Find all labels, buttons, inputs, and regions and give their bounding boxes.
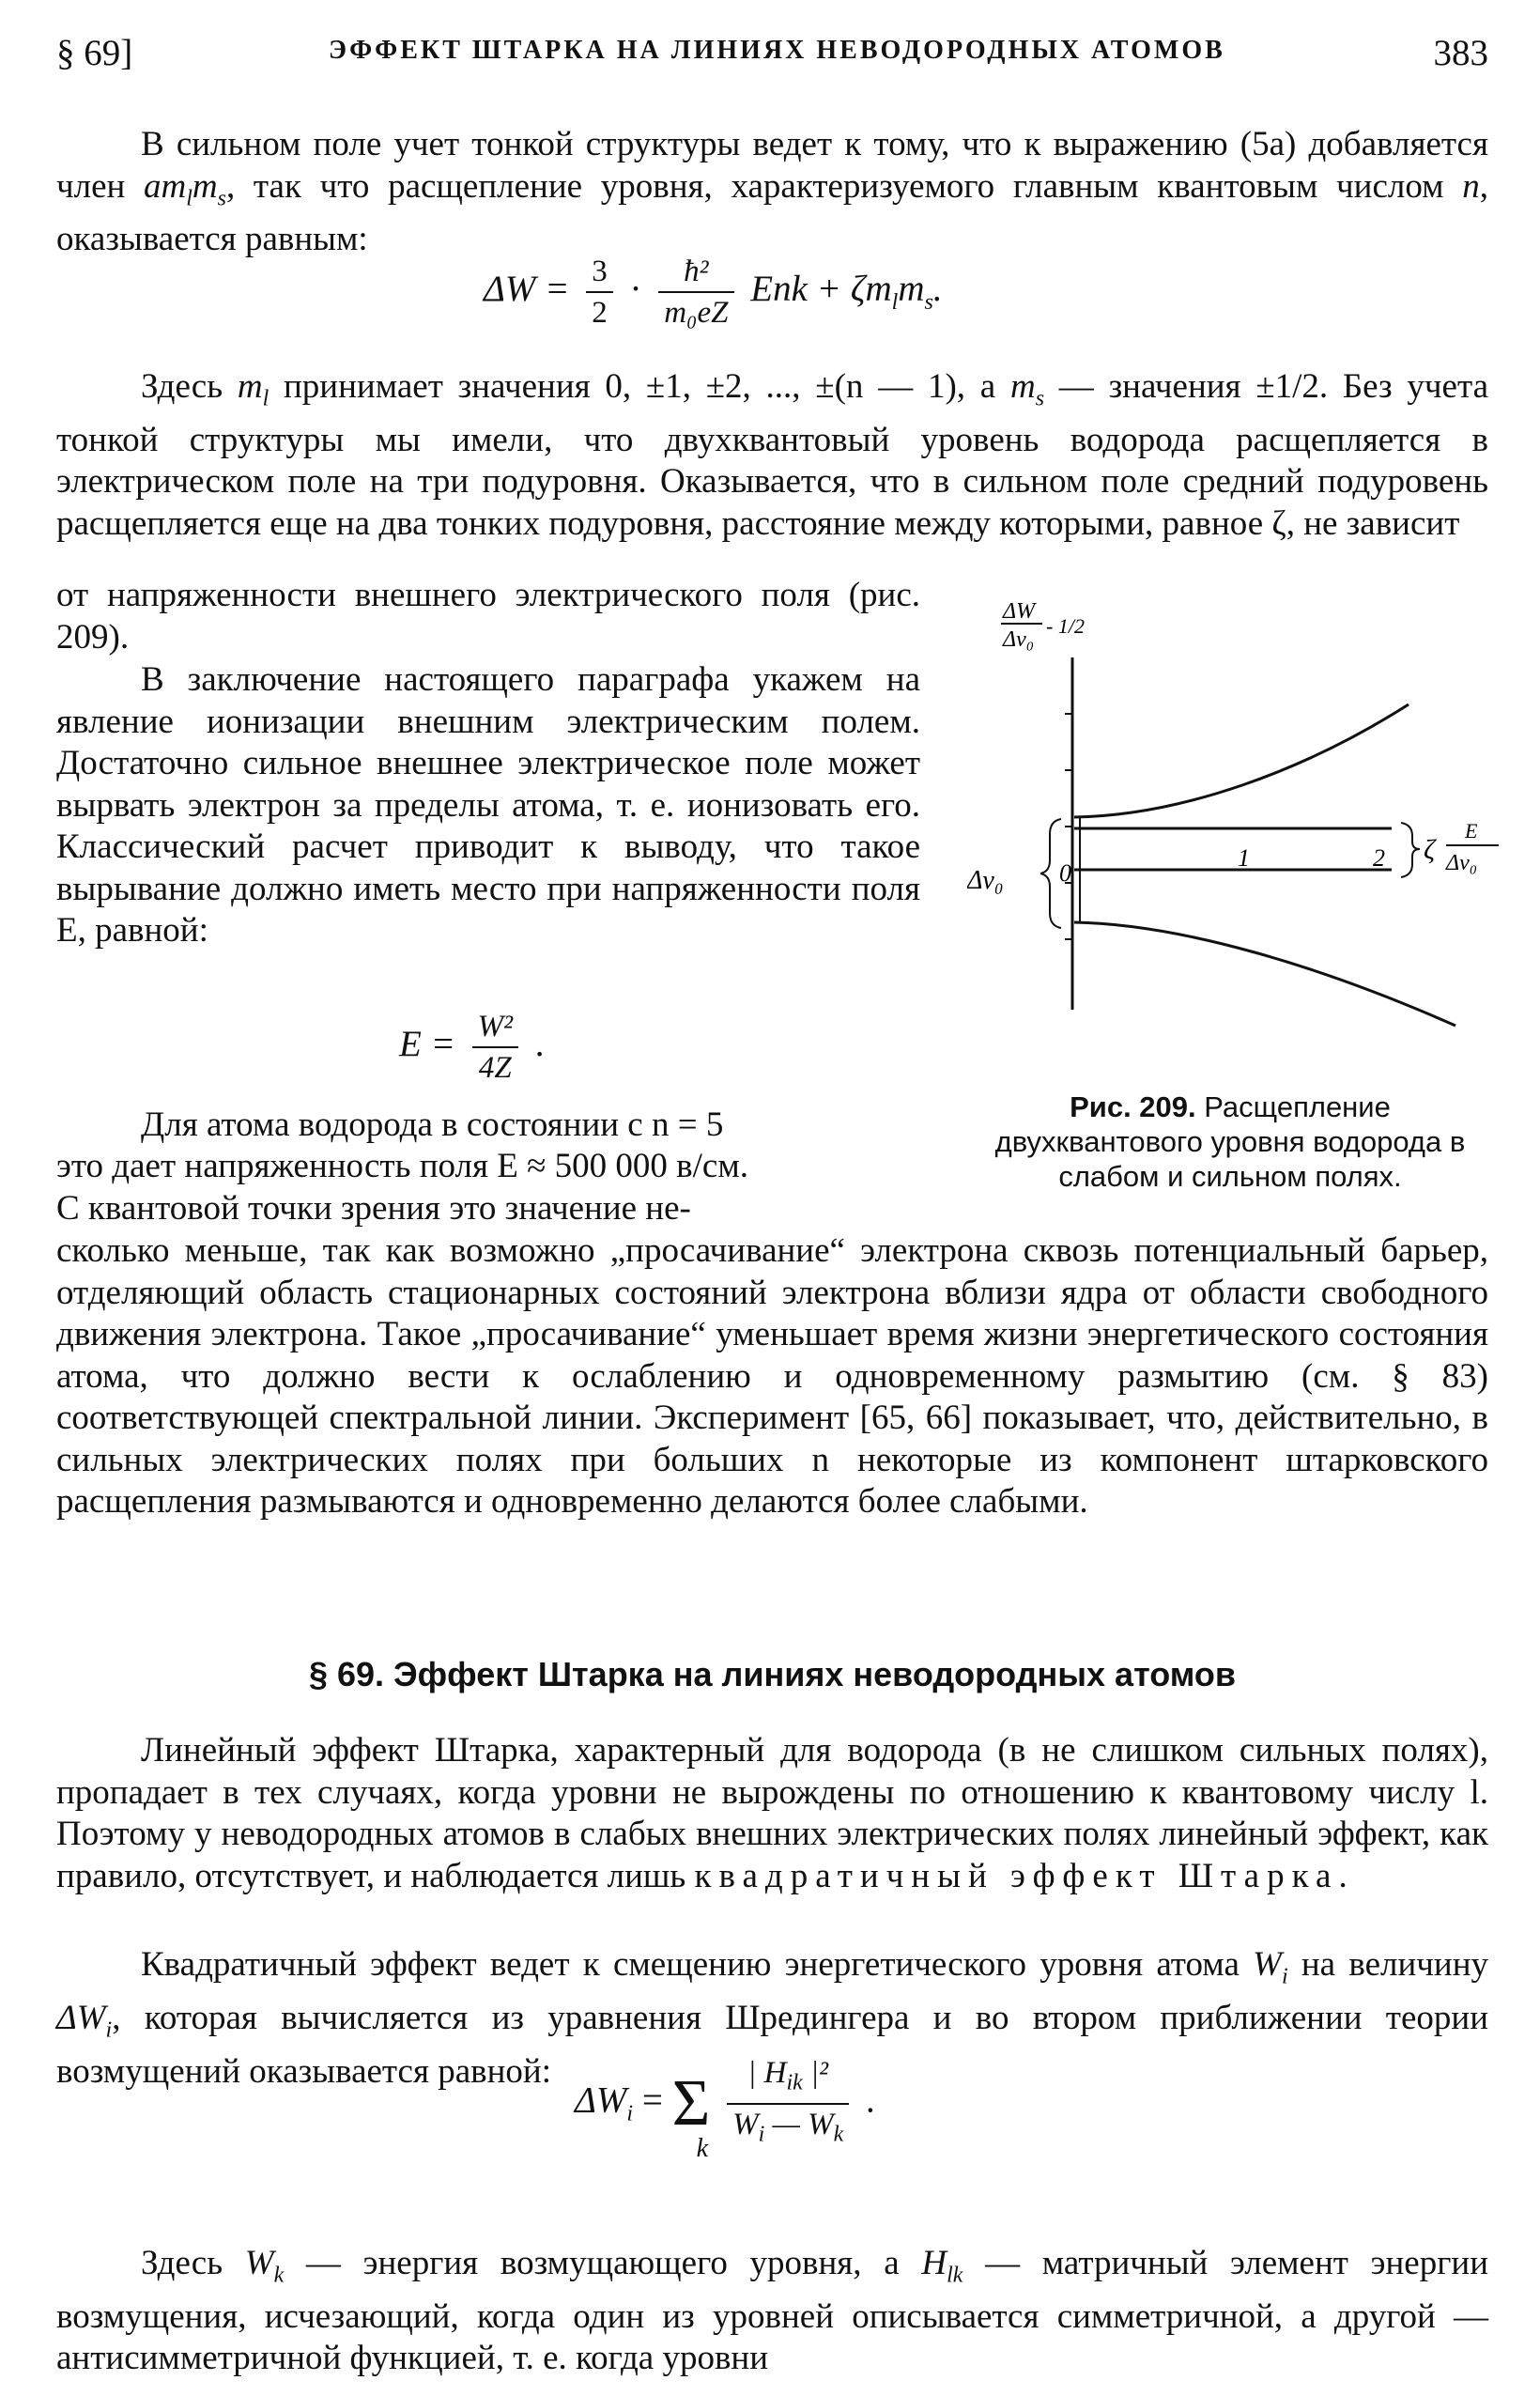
para7-text-c: — матричный элемент энергии возмущения, исчезающий, когда один из уровней описывается симметричной, а другой — антисимметричной функцией, т. е. когда уровни xyxy=(56,2244,1488,2378)
paragraph-4-line-2: это дает напряженность поля E ≈ 500 000 в/см. xyxy=(56,1147,748,1185)
para2-text-a: Здесь xyxy=(141,367,238,406)
formula3-den-mid: — W xyxy=(764,2107,834,2141)
y-label-tail: - 1/2 xyxy=(1046,614,1085,638)
zeta-label: ζ xyxy=(1424,834,1436,865)
formula2-lhs: E = xyxy=(399,1023,455,1064)
formula2-den: 4Z xyxy=(478,1051,512,1085)
para7-text-a: Здесь xyxy=(141,2244,245,2282)
formula1-frac2 xyxy=(658,252,733,332)
paragraph-1: В сильном поле учет тонкой структуры ведет к тому, что к выражению (5а) добавляется член $am_lm_s$, так что расщепление уровня, характеризуемого главным квантовым числом n, оказывается равным: xyxy=(56,125,1488,259)
running-head xyxy=(56,28,1488,77)
formula2-num: W² xyxy=(472,1007,518,1048)
right-label-num: E xyxy=(1465,819,1478,842)
y-label-den: Δν₀ xyxy=(1003,627,1035,652)
formula-delta-w: ΔW = $\frac{3}{2}$ · $\frac{\text{ħ²}}{\text{m₀eZ}}$ Enk + $\zeta m_lm_s$. xyxy=(484,252,943,332)
formula1-frac1 xyxy=(586,252,613,332)
formula1-frac2-num: ħ² xyxy=(658,252,733,293)
para6-text-c: , которая вычисляется из уравнения Шредингера и во втором приближении теории возмущений оказывается равной: xyxy=(56,1998,1488,2091)
formula3-lhs: ΔW xyxy=(575,2079,627,2121)
para6-text-b: на величину xyxy=(1287,1945,1489,1984)
page-number: 383 xyxy=(1433,33,1488,73)
paragraph-2: Здесь $m_l$ принимает значения 0, ±1, ±2, ..., ±(n — 1), а $m_s$ — значения ±1/2. Без учета тонкой структуры мы имели, что двухквантовый уровень водорода расщепляется в электрическом поле на три подуровня. Оказывается, что в сильном поле средний подуровень расщепляется еще на два тонких подуровня, расстояние между которыми, равное ζ, не зависит xyxy=(56,367,1488,543)
formula1-rest: Enk + ζm xyxy=(750,268,892,309)
formula3-frac: $\frac{| H_{ik} |^2}{W_i — W_k}$ xyxy=(727,2053,849,2154)
figure-209 xyxy=(967,592,1502,1080)
paragraph-5 xyxy=(56,1730,1488,1897)
zero-label: 0 xyxy=(1059,859,1071,887)
formula1-frac2-den: m₀eZ xyxy=(664,296,729,330)
formula3-den: W xyxy=(732,2107,759,2141)
sum-index: k xyxy=(696,2133,708,2163)
mark-2: 2 xyxy=(1373,844,1385,872)
formula3-num: | H xyxy=(747,2056,787,2090)
formula1-frac1-num: 3 xyxy=(586,252,613,293)
sum-symbol: Σ xyxy=(671,2066,711,2140)
mark-1: 1 xyxy=(1238,844,1250,872)
formula1-lhs: ΔW = xyxy=(484,268,570,309)
formula3-end: . xyxy=(865,2079,875,2121)
para2-text-c: — значения ±1/2. Без учета тонкой структуры мы имели, что двухквантовый уровень водорода расщепляется в электрическом поле на три подуровня. Оказывается, что в сильном поле средний подуровень расщепляется еще на два тонких подуровня, расстояние между которыми, равное ζ, не зависит xyxy=(56,367,1488,543)
formula-quadratic-shift: $\Delta W_i = \Sigma$ k $\frac{| H_{ik} |^2}{W_i — W_k}$ . xyxy=(575,2053,875,2154)
formula-e-field xyxy=(399,1007,545,1088)
para5-spaced-term: квадратичный эффект Штарка xyxy=(694,1856,1339,1895)
para2-text-b: принимает значения 0, ±1, ±2, ..., ±(n — 1), а xyxy=(269,367,1010,406)
formula1-frac1-den: 2 xyxy=(592,296,608,330)
formula2-frac xyxy=(472,1007,518,1088)
paragraph-4-line-3: С квантовой точки зрения это значение не- xyxy=(56,1189,691,1228)
paragraph-6: Квадратичный эффект ведет к смещению энергетического уровня атома $W_i$ на величину $\Delta W_i$, которая вычисляется из уравнения Шредингера и во втором приближении теории возмущений оказывается равной: xyxy=(56,1945,1489,2091)
paragraph-3: В заключение настоящего параграфа укажем на явление ионизации внешним электрическим полем. Достаточно сильное внешнее электрическое поле может вырвать электрон за пределы атома, т. е. ионизовать его. Классический расчет приводит к выводу, что такое вырывание должно иметь место при напряженности поля E, равной: xyxy=(56,660,920,950)
left-brace xyxy=(1040,819,1061,928)
formula3-eq: = xyxy=(641,2079,663,2121)
upper-sublevel-curve xyxy=(1074,704,1409,817)
formula1-tail: m xyxy=(898,268,925,309)
para5-end: . xyxy=(1338,1856,1348,1895)
paragraph-2-end: от напряженности внешнего электрического поля (рис. 209). xyxy=(56,576,920,657)
lower-sublevel-curve xyxy=(1074,922,1455,1026)
section-ref: § 69] xyxy=(56,33,133,73)
para1-text-a: В сильном поле учет тонкой структуры ведет к тому, что к выражению (5а) добавляется член xyxy=(56,125,1488,206)
para1-text-b: , так что расщепление уровня, характеризуемого главным квантовым числом xyxy=(225,166,1463,206)
formula1-dot: · xyxy=(629,268,642,309)
running-title: ЭФФЕКТ ШТАРКА НА ЛИНИЯХ НЕВОДОРОДНЫХ АТОМОВ xyxy=(329,36,1225,65)
paragraph-4-line-1: Для атома водорода в состоянии с n = 5 xyxy=(141,1105,724,1144)
para1-text-c: , оказывается равным: xyxy=(56,166,1488,259)
caption-text: Расщепление двухквантового уровня водорода в слабом и сильном полях. xyxy=(994,1090,1466,1193)
formula2-end: . xyxy=(534,1023,545,1064)
formula3-sum xyxy=(671,2066,711,2163)
right-label-den: Δν₀ xyxy=(1446,851,1478,875)
caption-label: Рис. 209. xyxy=(1070,1090,1196,1123)
y-label-num: ΔW xyxy=(1003,599,1036,624)
right-brace xyxy=(1401,823,1420,877)
formula3-num-end: |² xyxy=(802,2056,828,2090)
paragraph-4-rest: сколько меньше, так как возможно „просачивание“ электрона сквозь потенциальный барьер, отделяющий область стационарных состояний электрона вблизи ядра от области свободного движения электрона. Такое „просачивание“ уменьшает время жизни энергетического состояния атома, что должно вести к ослаблению и одновременному размытию (см. § 83) соответствующей спектральной линии. Эксперимент [65, 66] показывает, что, действительно, в сильных электрических полях при больших n некоторые из компонент штарковского расщепления размываются и одновременно делаются более слабыми. xyxy=(56,1231,1488,1521)
section-heading: § 69. Эффект Штарка на линиях неводородных атомов xyxy=(308,1655,1237,1693)
para7-text-b: — энергия возмущающего уровня, а xyxy=(284,2244,922,2282)
paragraph-7: Здесь $W_k$ — энергия возмущающего уровня, а $H_{lk}$ — матричный элемент энергии возмущения, исчезающий, когда один из уровней описывается симметричной, а другой — антисимметричной функцией, т. е. когда уровни xyxy=(56,2244,1488,2378)
left-label: Δν₀ xyxy=(967,866,1004,895)
para6-text-a: Квадратичный эффект ведет к смещению энергетического уровня атома xyxy=(141,1945,1254,1984)
para5-text-a: Линейный эффект Штарка, характерный для водорода (в не слишком сильных полях), пропадает в тех случаях, когда уровни не вырождены по отношению к квантовому числу l. Поэтому у неводородных атомов в слабых внешних электрических полях линейный эффект, как правило, отсутствует, и наблюдается лишь xyxy=(56,1731,1488,1895)
figure-caption xyxy=(967,1090,1493,1194)
